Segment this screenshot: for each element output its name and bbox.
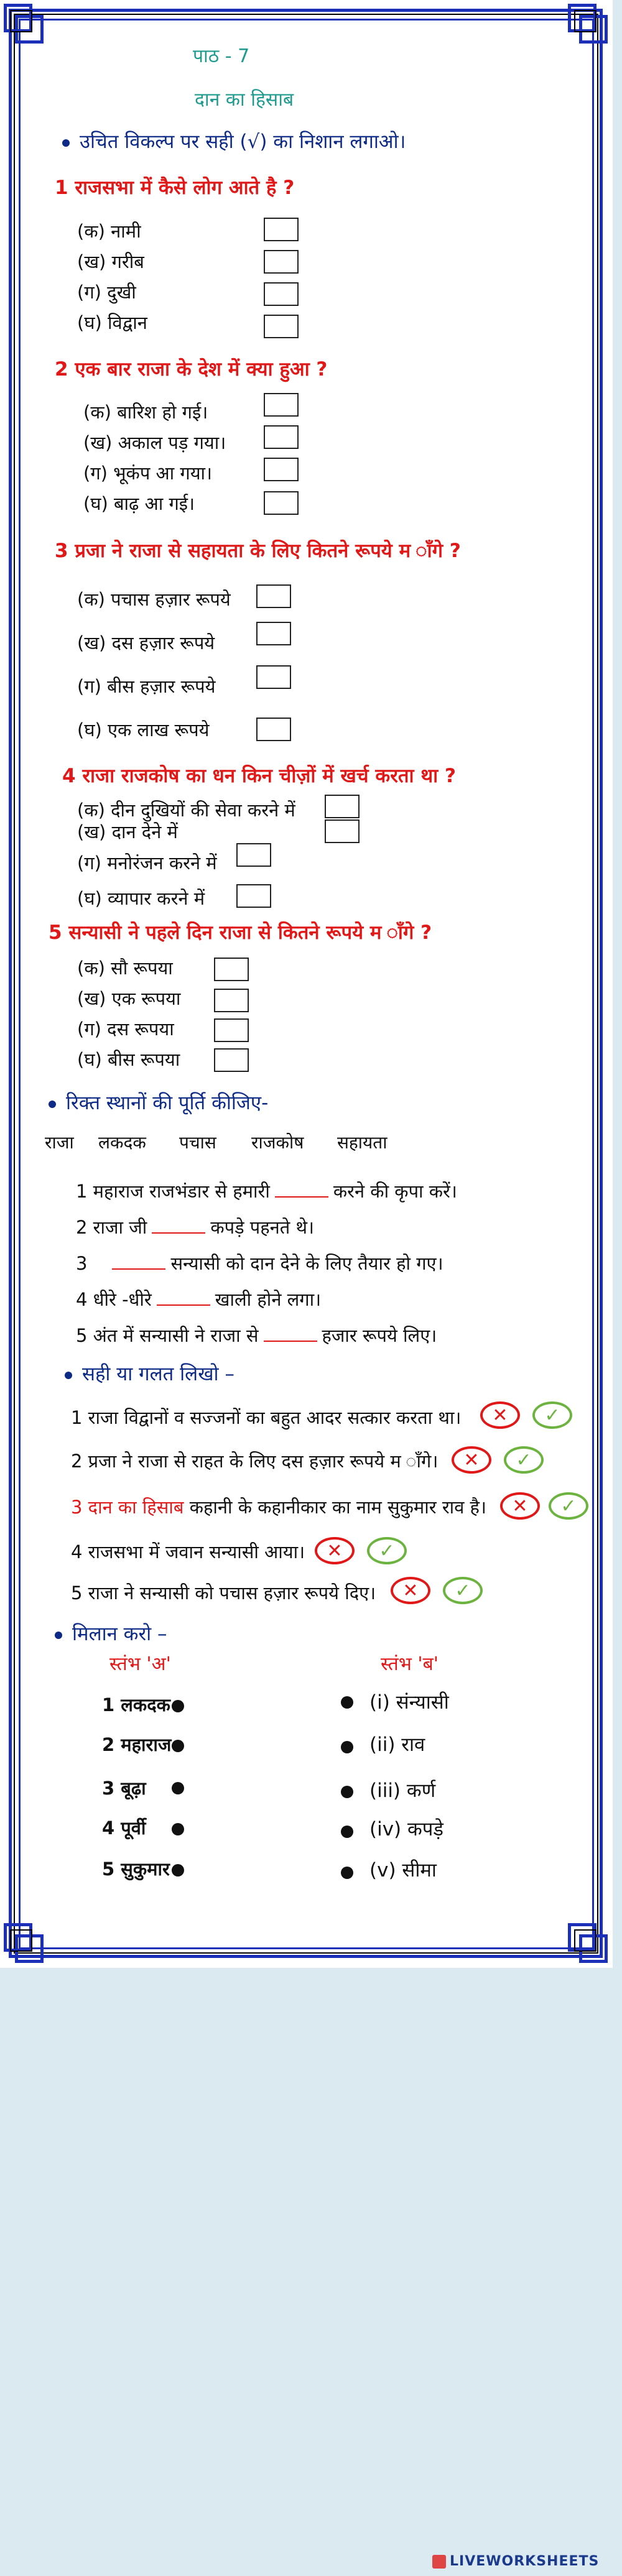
match-right-item: (iv) कपड़े bbox=[369, 1818, 444, 1840]
option-label: (ग) दस रूपया bbox=[77, 1018, 174, 1040]
answer-checkbox[interactable] bbox=[256, 622, 291, 645]
fill-sentence-3: 3 सन्यासी को दान देने के लिए तैयार हो गए। bbox=[76, 1253, 443, 1274]
option-label: (घ) एक लाख रूपये bbox=[77, 719, 210, 741]
blank-input[interactable] bbox=[264, 1327, 317, 1342]
tf-statement-2: 2 प्रजा ने राजा से राहत के लिए दस हज़ार रूपये म ाँगे। bbox=[71, 1451, 439, 1472]
liveworksheets-logo[interactable]: LIVEWORKSHEETS bbox=[432, 2554, 599, 2569]
fill-sentence-5: 5 अंत में सन्यासी ने राजा से हजार रूपये लिए। bbox=[76, 1325, 437, 1346]
word-bank-item: पचास bbox=[179, 1132, 216, 1153]
answer-checkbox[interactable] bbox=[264, 282, 299, 306]
word-bank-item: राजा bbox=[45, 1132, 74, 1153]
answer-checkbox[interactable] bbox=[236, 843, 271, 867]
option-label: (ग) मनोरंजन करने में bbox=[77, 852, 217, 874]
match-left-dot[interactable] bbox=[172, 1864, 184, 1877]
option-label: (क) बारिश हो गई। bbox=[83, 402, 208, 423]
bullet-icon bbox=[62, 139, 70, 147]
fill-sentence-4: 4 धीरे -धीरे खाली होने लगा। bbox=[76, 1289, 322, 1310]
tf-statement-1: 1 राजा विद्वानों व सज्जनों का बहुत आदर सत्कार करता था। bbox=[71, 1407, 462, 1428]
wrong-button[interactable]: ✕ bbox=[315, 1537, 355, 1564]
blank-input[interactable] bbox=[157, 1291, 210, 1306]
corner-ornament-top-right bbox=[564, 0, 613, 48]
match-right-item: (ii) राव bbox=[369, 1733, 425, 1756]
option-label: (ख) गरीब bbox=[77, 251, 144, 272]
match-right-item: (v) सीमा bbox=[369, 1859, 437, 1881]
tf-statement-5: 5 राजा ने सन्यासी को पचास हज़ार रूपये दिए। bbox=[71, 1582, 376, 1604]
option-label: (ग) भूकंप आ गया। bbox=[83, 463, 213, 484]
option-label: (ख) दस हज़ार रूपये bbox=[77, 632, 215, 653]
match-left-item: 3 बूढ़ा bbox=[102, 1778, 146, 1799]
right-button[interactable]: ✓ bbox=[367, 1537, 407, 1564]
match-left-dot[interactable] bbox=[172, 1740, 184, 1752]
match-left-item: 5 सुकुमार bbox=[102, 1858, 170, 1880]
right-button[interactable]: ✓ bbox=[532, 1401, 572, 1429]
word-bank-item: राजकोष bbox=[251, 1132, 304, 1153]
match-left-dot[interactable] bbox=[172, 1782, 184, 1794]
option-label: (क) दीन दुखियों की सेवा करने में bbox=[77, 800, 295, 821]
bullet-icon bbox=[49, 1101, 56, 1108]
answer-checkbox[interactable] bbox=[214, 1048, 249, 1072]
option-label: (ग) बीस हज़ार रूपये bbox=[77, 676, 216, 697]
match-right-dot[interactable] bbox=[341, 1696, 353, 1709]
answer-checkbox[interactable] bbox=[214, 1018, 249, 1042]
answer-checkbox[interactable] bbox=[325, 819, 360, 843]
answer-checkbox[interactable] bbox=[214, 958, 249, 981]
answer-checkbox[interactable] bbox=[264, 218, 299, 241]
tf-statement-3: 3 दान का हिसाब कहानी के कहानीकार का नाम सुकुमार राव है। bbox=[71, 1497, 486, 1518]
wrong-button[interactable]: ✕ bbox=[480, 1401, 520, 1429]
word-bank-item: सहायता bbox=[337, 1132, 388, 1153]
section-heading-mcq: उचित विकल्प पर सही (√) का निशान लगाओ। bbox=[62, 128, 406, 154]
blank-input[interactable] bbox=[112, 1255, 165, 1270]
wrong-button[interactable]: ✕ bbox=[500, 1492, 540, 1520]
match-right-dot[interactable] bbox=[341, 1786, 353, 1798]
answer-checkbox[interactable] bbox=[214, 989, 249, 1012]
blank-input[interactable] bbox=[275, 1183, 328, 1198]
right-button[interactable]: ✓ bbox=[549, 1492, 588, 1520]
option-label: (ख) दान देने में bbox=[77, 821, 178, 843]
answer-checkbox[interactable] bbox=[256, 718, 291, 741]
option-label: (ग) दुखी bbox=[77, 282, 136, 303]
question-3: 3 प्रजा ने राजा से सहायता के लिए कितने रूपये म ाँगे ? bbox=[55, 540, 461, 562]
question-2: 2 एक बार राजा के देश में क्या हुआ ? bbox=[55, 358, 328, 381]
right-button[interactable]: ✓ bbox=[504, 1446, 544, 1474]
answer-checkbox[interactable] bbox=[264, 393, 299, 417]
option-label: (ख) अकाल पड़ गया। bbox=[83, 432, 226, 453]
match-left-item: 2 महाराज bbox=[102, 1734, 172, 1755]
logo-icon bbox=[432, 2555, 446, 2569]
lesson-number: पाठ - 7 bbox=[193, 45, 250, 67]
answer-checkbox[interactable] bbox=[264, 491, 299, 515]
match-left-item: 4 पूर्वी bbox=[102, 1817, 146, 1839]
wrong-button[interactable]: ✕ bbox=[391, 1577, 430, 1604]
corner-ornament-bottom-left bbox=[0, 1919, 49, 1968]
answer-checkbox[interactable] bbox=[236, 884, 271, 908]
option-label: (घ) बीस रूपया bbox=[77, 1049, 180, 1070]
question-1: 1 राजसभा में कैसे लोग आते है ? bbox=[55, 177, 295, 199]
lesson-title: दान का हिसाब bbox=[195, 89, 294, 111]
bullet-icon bbox=[55, 1632, 62, 1639]
section-heading-true-false: सही या गलत लिखो – bbox=[65, 1360, 234, 1387]
answer-checkbox[interactable] bbox=[264, 458, 299, 481]
blank-input[interactable] bbox=[152, 1219, 205, 1234]
answer-checkbox[interactable] bbox=[256, 584, 291, 608]
match-left-dot[interactable] bbox=[172, 1700, 184, 1712]
corner-ornament-top-left bbox=[0, 0, 49, 48]
section-heading-fill-blanks: रिक्त स्थानों की पूर्ति कीजिए- bbox=[49, 1089, 268, 1115]
option-label: (क) पचास हज़ार रूपये bbox=[77, 589, 231, 610]
option-label: (घ) विद्वान bbox=[77, 312, 147, 333]
answer-checkbox[interactable] bbox=[325, 795, 360, 818]
match-right-dot[interactable] bbox=[341, 1741, 353, 1753]
match-right-dot[interactable] bbox=[341, 1867, 353, 1879]
option-label: (क) नामी bbox=[77, 221, 141, 242]
answer-checkbox[interactable] bbox=[264, 250, 299, 274]
fill-sentence-2: 2 राजा जी कपड़े पहनते थे। bbox=[76, 1217, 315, 1238]
match-right-dot[interactable] bbox=[341, 1826, 353, 1838]
word-bank-item: लकदक bbox=[98, 1132, 146, 1153]
frame-inner-border bbox=[19, 19, 594, 1949]
right-button[interactable]: ✓ bbox=[443, 1577, 483, 1604]
wrong-button[interactable]: ✕ bbox=[452, 1446, 491, 1474]
section-heading-match: मिलान करो – bbox=[55, 1620, 167, 1646]
fill-sentence-1: 1 महाराज राजभंडार से हमारी करने की कृपा करें। bbox=[76, 1181, 457, 1202]
answer-checkbox[interactable] bbox=[256, 665, 291, 689]
option-label: (क) सौ रूपया bbox=[77, 958, 173, 979]
column-a-header: स्तंभ 'अ' bbox=[109, 1653, 171, 1675]
column-b-header: स्तंभ 'ब' bbox=[381, 1653, 439, 1675]
bullet-icon bbox=[65, 1372, 72, 1379]
match-left-item: 1 लकदक bbox=[102, 1694, 170, 1715]
match-left-dot[interactable] bbox=[172, 1823, 184, 1835]
answer-checkbox[interactable] bbox=[264, 315, 299, 338]
question-5: 5 सन्यासी ने पहले दिन राजा से कितने रूपये म ाँगे ? bbox=[49, 921, 432, 944]
answer-checkbox[interactable] bbox=[264, 425, 299, 449]
option-label: (घ) बाढ़ आ गई। bbox=[83, 493, 195, 514]
tf-statement-4: 4 राजसभा में जवान सन्यासी आया। bbox=[71, 1541, 305, 1563]
question-4: 4 राजा राजकोष का धन किन चीज़ों में खर्च करता था ? bbox=[62, 765, 456, 787]
corner-ornament-bottom-right bbox=[564, 1919, 613, 1968]
match-right-item: (i) संन्यासी bbox=[369, 1691, 449, 1714]
match-right-item: (iii) कर्ण bbox=[369, 1780, 436, 1802]
option-label: (ख) एक रूपया bbox=[77, 988, 181, 1009]
option-label: (घ) व्यापार करने में bbox=[77, 888, 205, 909]
